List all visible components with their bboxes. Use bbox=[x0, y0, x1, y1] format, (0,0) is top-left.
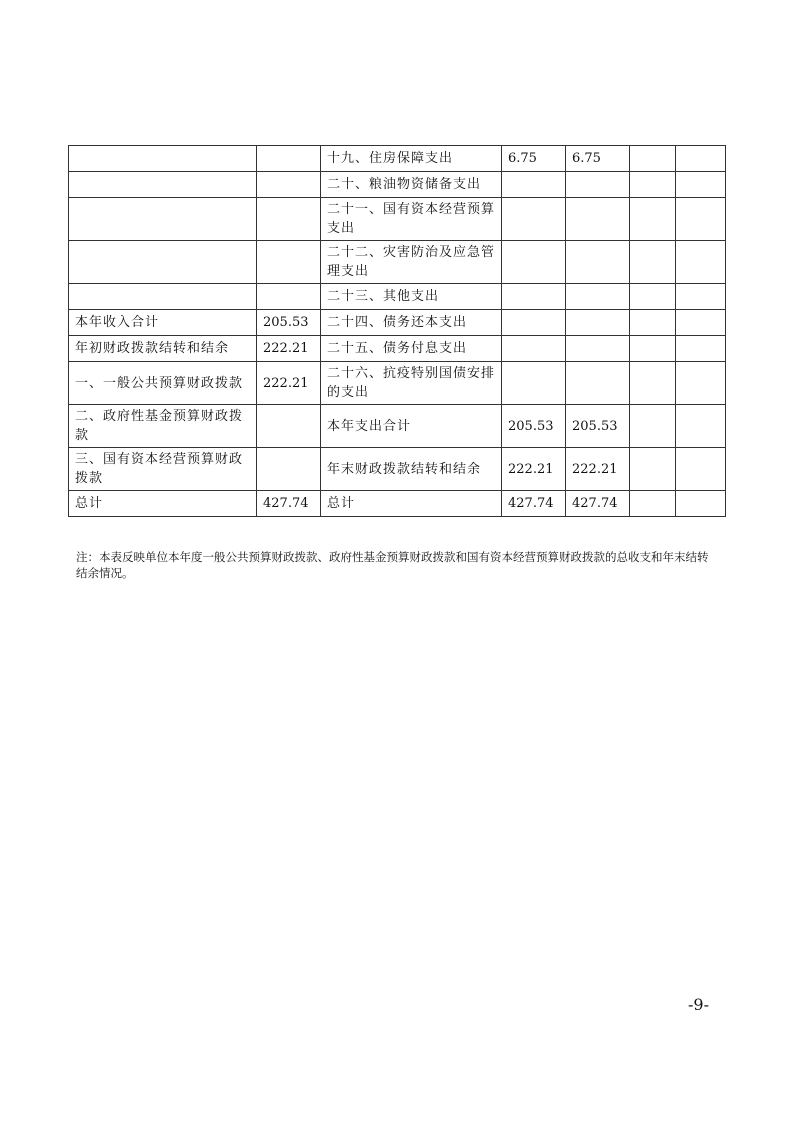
table-row bbox=[69, 336, 726, 362]
expense-amount-cell: 6.75 bbox=[502, 146, 566, 172]
expense-amount-cell bbox=[502, 241, 566, 284]
expense-amount-cell bbox=[502, 198, 566, 241]
table-row bbox=[69, 310, 726, 336]
expense-extra-cell bbox=[630, 362, 676, 405]
expense-item-cell: 本年支出合计 bbox=[321, 405, 502, 448]
table-row bbox=[69, 405, 726, 448]
income-amount-cell: 222.21 bbox=[257, 336, 321, 362]
income-amount-cell: 427.74 bbox=[257, 491, 321, 517]
expense-item-cell: 二十二、灾害防治及应急管理支出 bbox=[321, 241, 502, 284]
expense-item-cell: 二十五、债务付息支出 bbox=[321, 336, 502, 362]
expense-extra-cell bbox=[630, 198, 676, 241]
expense-amount-cell bbox=[502, 362, 566, 405]
table-row bbox=[69, 448, 726, 491]
expense-extra-cell bbox=[630, 241, 676, 284]
income-item-cell: 总计 bbox=[69, 491, 257, 517]
table-row bbox=[69, 491, 726, 517]
expense-general-budget-cell: 222.21 bbox=[566, 448, 630, 491]
income-amount-cell bbox=[257, 172, 321, 198]
expense-amount-cell bbox=[502, 284, 566, 310]
expense-general-budget-cell bbox=[566, 198, 630, 241]
expense-extra-cell-2 bbox=[676, 284, 726, 310]
expense-general-budget-cell: 427.74 bbox=[566, 491, 630, 517]
table-row bbox=[69, 146, 726, 172]
expense-extra-cell-2 bbox=[676, 362, 726, 405]
expense-extra-cell bbox=[630, 336, 676, 362]
income-item-cell: 本年收入合计 bbox=[69, 310, 257, 336]
income-item-cell bbox=[69, 284, 257, 310]
expense-extra-cell-2 bbox=[676, 198, 726, 241]
expense-general-budget-cell: 205.53 bbox=[566, 405, 630, 448]
expense-general-budget-cell bbox=[566, 241, 630, 284]
expense-item-cell: 二十一、国有资本经营预算支出 bbox=[321, 198, 502, 241]
expense-extra-cell-2 bbox=[676, 241, 726, 284]
table-row bbox=[69, 241, 726, 284]
expense-amount-cell bbox=[502, 310, 566, 336]
expense-item-cell: 二十四、债务还本支出 bbox=[321, 310, 502, 336]
income-item-cell: 年初财政拨款结转和结余 bbox=[69, 336, 257, 362]
expense-extra-cell bbox=[630, 172, 676, 198]
table-row bbox=[69, 198, 726, 241]
expense-extra-cell bbox=[630, 448, 676, 491]
expense-general-budget-cell bbox=[566, 362, 630, 405]
income-amount-cell bbox=[257, 405, 321, 448]
expense-amount-cell bbox=[502, 172, 566, 198]
expense-general-budget-cell bbox=[566, 336, 630, 362]
income-item-cell: 一、一般公共预算财政拨款 bbox=[69, 362, 257, 405]
expense-extra-cell bbox=[630, 310, 676, 336]
expense-item-cell: 二十三、其他支出 bbox=[321, 284, 502, 310]
page-number: -9- bbox=[688, 995, 709, 1014]
table-row bbox=[69, 362, 726, 405]
income-item-cell: 三、国有资本经营预算财政拨款 bbox=[69, 448, 257, 491]
expense-general-budget-cell bbox=[566, 172, 630, 198]
expense-item-cell: 二十、粮油物资储备支出 bbox=[321, 172, 502, 198]
expense-extra-cell-2 bbox=[676, 310, 726, 336]
expense-extra-cell-2 bbox=[676, 146, 726, 172]
income-amount-cell bbox=[257, 284, 321, 310]
income-item-cell: 二、政府性基金预算财政拨款 bbox=[69, 405, 257, 448]
income-amount-cell: 205.53 bbox=[257, 310, 321, 336]
expense-general-budget-cell bbox=[566, 310, 630, 336]
expense-extra-cell bbox=[630, 284, 676, 310]
expense-extra-cell bbox=[630, 146, 676, 172]
expense-amount-cell: 427.74 bbox=[502, 491, 566, 517]
expense-amount-cell bbox=[502, 336, 566, 362]
income-amount-cell bbox=[257, 448, 321, 491]
table-row bbox=[69, 172, 726, 198]
expense-item-cell: 二十六、抗疫特别国债安排的支出 bbox=[321, 362, 502, 405]
expense-amount-cell: 205.53 bbox=[502, 405, 566, 448]
table-body bbox=[69, 146, 726, 517]
expense-general-budget-cell bbox=[566, 284, 630, 310]
expense-extra-cell-2 bbox=[676, 491, 726, 517]
income-item-cell bbox=[69, 172, 257, 198]
expense-extra-cell-2 bbox=[676, 405, 726, 448]
expense-general-budget-cell: 6.75 bbox=[566, 146, 630, 172]
income-item-cell bbox=[69, 241, 257, 284]
income-amount-cell bbox=[257, 198, 321, 241]
income-amount-cell: 222.21 bbox=[257, 362, 321, 405]
expense-item-cell: 总计 bbox=[321, 491, 502, 517]
income-item-cell bbox=[69, 198, 257, 241]
table-row bbox=[69, 284, 726, 310]
table-footnote: 注：本表反映单位本年度一般公共预算财政拨款、政府性基金预算财政拨款和国有资本经营预算财政拨款的总收支和年末结转结余情况。 bbox=[76, 550, 709, 580]
income-amount-cell bbox=[257, 146, 321, 172]
expense-item-cell: 年末财政拨款结转和结余 bbox=[321, 448, 502, 491]
expense-item-cell: 十九、住房保障支出 bbox=[321, 146, 502, 172]
income-item-cell bbox=[69, 146, 257, 172]
expense-amount-cell: 222.21 bbox=[502, 448, 566, 491]
income-amount-cell bbox=[257, 241, 321, 284]
expense-extra-cell bbox=[630, 491, 676, 517]
expense-extra-cell bbox=[630, 405, 676, 448]
expense-extra-cell-2 bbox=[676, 172, 726, 198]
expense-extra-cell-2 bbox=[676, 336, 726, 362]
expense-extra-cell-2 bbox=[676, 448, 726, 491]
budget-table bbox=[68, 145, 726, 517]
